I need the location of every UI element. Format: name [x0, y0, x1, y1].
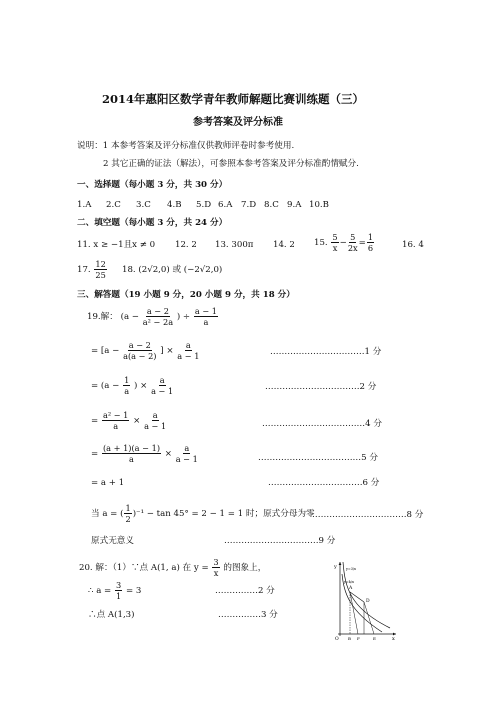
answer-10: 10.B: [309, 200, 329, 210]
answer-1: 1.A: [77, 200, 92, 210]
q19-score-4: ………………………………5 分: [258, 453, 378, 463]
q20-line-3: ∴点 A(1,3): [88, 610, 135, 620]
fraction: $\frac{1}{a}$: [124, 375, 130, 396]
fill-answer-11: 11. x ≥ −1且x ≠ 0: [77, 240, 156, 250]
fill-answer-13: 13. 300π: [215, 240, 254, 250]
q19-step-3: = $\frac{\text{a² − 1}}{a}$ × $\frac{a}{a - 1}$: [91, 410, 167, 431]
answer-5: 5.D: [196, 200, 212, 210]
q19-score-2: ……………………………2 分: [265, 382, 377, 392]
point-E-label: E: [373, 636, 376, 640]
q19-score-1: ……………………………1 分: [270, 347, 382, 357]
page-title: 2014年惠阳区数学青年教师解题比赛训练题（三）: [102, 92, 365, 106]
origin-label: O: [335, 637, 339, 640]
note-2: 2 其它正确的证法（解法），可参照本参考答案及评分标准酌情赋分.: [103, 159, 359, 169]
fraction: $\frac{a - 2}{\text{a² − 2a}}$: [142, 306, 174, 327]
answer-6: 6.A: [218, 200, 233, 210]
fraction: $\frac{a}{a - 1}$: [151, 375, 174, 396]
fill-answer-12: 12. 2: [175, 240, 197, 250]
fill-answer-14: 14. 2: [273, 240, 295, 250]
q19-score-6: ……………………………8 分: [312, 510, 424, 520]
q20-line-1: 20. 解：（1）∵点 A(1, a) 在 y = $\frac{3}{x}$ 的图象上，: [79, 557, 267, 578]
point-F-label: F: [357, 636, 360, 640]
point-D-label: D: [366, 599, 370, 604]
answer-2: 2.C: [106, 200, 121, 210]
answer-7: 7.D: [241, 200, 257, 210]
answer-9: 9.A: [287, 200, 302, 210]
fill-answer-16: 16. 4: [402, 240, 424, 250]
fraction: $\frac{3}{x}$: [213, 557, 219, 578]
curve-outer-label: y=3/x: [346, 567, 356, 571]
q19-score-7: ……………………………9 分: [224, 536, 336, 546]
q20-line-2: ∴ a = $\frac{3}{1}$ = 3: [88, 580, 142, 601]
page-subtitle: 参考答案及评分标准: [193, 117, 283, 128]
fill-answer-18: 18. (2√2,0) 或 (−2√2,0): [122, 265, 223, 275]
curve-inner-label: y=k/x: [344, 580, 354, 584]
q19-step-7: 原式无意义: [91, 536, 134, 546]
x-axis-arrow: [393, 633, 396, 636]
y-axis-arrow: [339, 562, 342, 565]
x-label: x: [392, 636, 395, 640]
q19-step-4: = $\frac{(a + 1)(a - 1)}{a}$ × $\frac{a}{a - 1}$: [91, 443, 198, 464]
q19-step-1: = [a − $\frac{a - 2}{a(a - 2)}$ ] × $\frac{a}{a - 1}$: [91, 340, 200, 361]
fraction: $\frac{12}{25}$: [95, 259, 106, 280]
point-B-label: B: [348, 636, 351, 640]
note-1: 说明：1 本参考答案及评分标准仅供教师评卷时参考使用.: [77, 141, 295, 151]
q19-score-5: ……………………………6 分: [268, 478, 380, 488]
choice-answers: [77, 200, 329, 211]
q19-step-2: = (a − $\frac{1}{a}$ ) × $\frac{a}{a - 1}$: [91, 375, 174, 396]
fraction: $\frac{1}{2}$: [125, 503, 131, 524]
section-solve-heading: 三、解答题（19 小题 9 分，20 小题 9 分，共 18 分）: [77, 290, 295, 300]
y-label: y: [334, 564, 337, 570]
fraction: $\frac{a}{a - 1}$: [177, 340, 200, 361]
q19-step-6: 当 a = ( $\frac{1}{2}$ )⁻¹ − tan 45° = 2 − 1 = 1 时；原式分母为零: [91, 503, 315, 524]
fraction: $\frac{5}{2x}$: [347, 232, 358, 253]
q19-score-3: ………………………………4 分: [262, 419, 382, 429]
fill-answer-15: 15. $\frac{5}{x}$ − $\frac{5}{2x}$ = $\frac{1}{6}$: [314, 232, 374, 253]
fraction: $\frac{a - 2}{a(a - 2)}$: [123, 340, 157, 361]
q19-step-5: = a + 1: [91, 478, 125, 488]
fraction: $\frac{(a + 1)(a - 1)}{a}$: [102, 443, 161, 464]
line-F: [350, 592, 358, 634]
answer-3: 3.C: [136, 200, 151, 210]
q20-score-1: ……………2 分: [215, 586, 275, 596]
fraction: $\frac{3}{1}$: [116, 580, 122, 601]
fraction: $\frac{5}{x}$: [332, 232, 338, 253]
point-A-label: A: [349, 586, 353, 591]
fraction: $\frac{1}{6}$: [367, 232, 374, 253]
fraction: $\frac{\text{a² − 1}}{a}$: [102, 410, 129, 431]
fraction: $\frac{a}{a - 1}$: [144, 410, 167, 431]
fill-answer-17: 17. $\frac{12}{25}$: [77, 259, 106, 280]
fraction: $\frac{a - 1}{a}$: [194, 306, 217, 327]
section-fill-heading: 二、填空题（每小题 3 分，共 24 分）: [77, 218, 228, 228]
q20-score-2: ……………3 分: [218, 610, 278, 620]
q19-expression: 19.解： (a − $\frac{a - 2}{\text{a² − 2a}}$ ) ÷ $\frac{a - 1}{a}$: [87, 306, 217, 327]
fraction: $\frac{a}{a - 1}$: [175, 443, 198, 464]
answer-8: 8.C: [264, 200, 279, 210]
function-graph: [330, 558, 400, 640]
answer-4: 4.B: [167, 200, 182, 210]
section-choice-heading: 一、选择题（每小题 3 分，共 30 分）: [77, 180, 228, 190]
